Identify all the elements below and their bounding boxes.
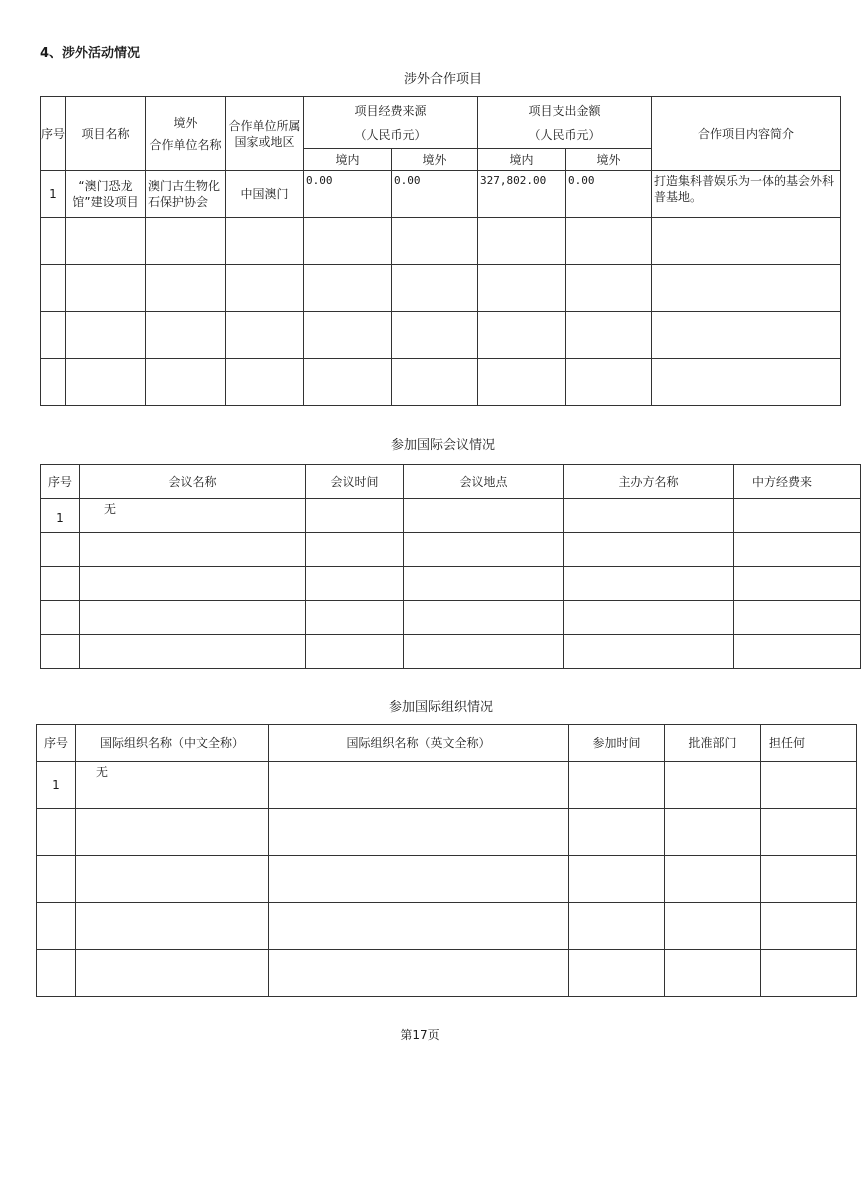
table-cell [304, 218, 392, 265]
table-cell [226, 265, 304, 312]
table-cell [404, 567, 564, 601]
table-cell [80, 567, 306, 601]
table-cell [566, 359, 652, 406]
header-fund-domestic: 境内 [304, 149, 392, 171]
header-seq: 序号 [41, 97, 66, 171]
table-cell [76, 856, 269, 903]
table-cell [146, 359, 226, 406]
table-cell [306, 533, 404, 567]
table-cell [41, 601, 80, 635]
section-title: 4、涉外活动情况 [40, 46, 141, 61]
header-seq: 序号 [37, 725, 76, 762]
row-fund-domestic: 0.00 [304, 171, 392, 218]
table-cell [37, 809, 76, 856]
table-cell [569, 762, 665, 809]
table-cell [41, 218, 66, 265]
header-conference-time: 会议时间 [306, 465, 404, 499]
table-row [41, 499, 861, 533]
table-cell [478, 218, 566, 265]
header-fund-overseas: 境外 [392, 149, 478, 171]
table-cell [665, 762, 761, 809]
table-row [41, 635, 861, 669]
table-cell [404, 533, 564, 567]
table-cell [37, 950, 76, 997]
table-cell [146, 265, 226, 312]
table-cell [80, 635, 306, 669]
page-number: 第17页 [400, 1028, 440, 1042]
header-funding: 中方经费来 [734, 465, 861, 499]
table-cell [734, 499, 861, 533]
table-row [37, 856, 857, 903]
row-seq: 1 [37, 762, 76, 809]
row-expense-domestic: 327,802.00 [478, 171, 566, 218]
table-cell [665, 809, 761, 856]
table-cell [569, 950, 665, 997]
table-cell [80, 601, 306, 635]
header-funding-title: 项目经费来源 [354, 103, 427, 118]
table-row [37, 950, 857, 997]
row-seq: 1 [41, 171, 66, 218]
table-cell [665, 950, 761, 997]
header-expense-title: 项目支出金额 [528, 103, 601, 118]
table-cell [66, 359, 146, 406]
table-cell [404, 601, 564, 635]
table-cell [734, 533, 861, 567]
table-cell [564, 533, 734, 567]
table-cell [761, 809, 857, 856]
table-cell [761, 903, 857, 950]
table-cell [269, 903, 569, 950]
cooperation-table [40, 96, 841, 406]
table-cell [392, 218, 478, 265]
table-cell [66, 265, 146, 312]
table-cell [478, 265, 566, 312]
conferences-table-wrap [40, 464, 812, 676]
table-cell [761, 950, 857, 997]
header-conference-name: 会议名称 [80, 465, 306, 499]
header-position: 担任何 [761, 725, 857, 762]
table-cell [564, 567, 734, 601]
organizations-table [36, 724, 857, 997]
header-org-name-cn: 国际组织名称（中文全称） [76, 725, 269, 762]
header-host: 主办方名称 [564, 465, 734, 499]
table-cell [304, 312, 392, 359]
cooperation-table-wrap [40, 96, 835, 412]
table-cell [226, 312, 304, 359]
table-cell [478, 312, 566, 359]
table-cell [652, 312, 841, 359]
table-row [41, 218, 841, 265]
conferences-header-row [41, 465, 861, 499]
organizations-table-wrap [36, 724, 812, 998]
header-expense-domestic: 境内 [478, 149, 566, 171]
table-cell [652, 218, 841, 265]
table-cell [665, 903, 761, 950]
table-row [41, 265, 841, 312]
table-cell [652, 265, 841, 312]
table-cell [41, 359, 66, 406]
table-cell [564, 499, 734, 533]
table-row [37, 762, 857, 809]
table-row [41, 171, 841, 218]
table-row [41, 359, 841, 406]
table-cell [269, 856, 569, 903]
cooperation-header-row-1 [41, 97, 841, 149]
table-row [37, 809, 857, 856]
row-conference-name: 无 [80, 499, 306, 533]
header-seq: 序号 [41, 465, 80, 499]
table-cell [41, 312, 66, 359]
row-project-name: “澳门恐龙馆”建设项目 [66, 171, 146, 218]
header-org-name-en: 国际组织名称（英文全称） [269, 725, 569, 762]
table-cell [76, 903, 269, 950]
table-cell [226, 218, 304, 265]
table-cell [404, 499, 564, 533]
table-cell [392, 265, 478, 312]
header-funding-unit: （人民币元） [354, 127, 427, 142]
table-row [41, 312, 841, 359]
table-cell [761, 856, 857, 903]
table-cell [66, 218, 146, 265]
table-cell [306, 601, 404, 635]
table-cell [569, 903, 665, 950]
row-seq: 1 [41, 499, 80, 533]
header-partner-top: 境外 [173, 115, 198, 130]
header-expense [478, 97, 652, 149]
table-cell [76, 809, 269, 856]
table-cell [37, 856, 76, 903]
table-cell [269, 950, 569, 997]
table-row [41, 601, 861, 635]
table-row [41, 533, 861, 567]
table-cell [306, 499, 404, 533]
table-cell [304, 359, 392, 406]
header-project-name: 项目名称 [66, 97, 146, 171]
table-cell [734, 601, 861, 635]
table-cell [76, 950, 269, 997]
table-row [41, 567, 861, 601]
table-cell [41, 635, 80, 669]
table-cell [564, 635, 734, 669]
header-conference-place: 会议地点 [404, 465, 564, 499]
table-cell [478, 359, 566, 406]
table-cell [304, 265, 392, 312]
header-approver: 批准部门 [665, 725, 761, 762]
header-funding [304, 97, 478, 149]
table-cell [269, 762, 569, 809]
table-cell [306, 635, 404, 669]
conferences-table [40, 464, 861, 669]
table-cell [306, 567, 404, 601]
header-join-time: 参加时间 [569, 725, 665, 762]
header-expense-unit: （人民币元） [528, 127, 601, 142]
table-cell [566, 218, 652, 265]
row-summary: 打造集科普娱乐为一体的基会外科普基地。 [652, 171, 841, 218]
table-cell [734, 567, 861, 601]
cooperation-caption: 涉外合作项目 [403, 72, 483, 87]
header-partner-bottom: 合作单位名称 [149, 137, 222, 152]
conferences-caption: 参加国际会议情况 [390, 438, 496, 453]
table-cell [392, 312, 478, 359]
organizations-header-row [37, 725, 857, 762]
table-cell [80, 533, 306, 567]
row-partner: 澳门古生物化石保护协会 [146, 171, 226, 218]
table-cell [569, 809, 665, 856]
table-cell [761, 762, 857, 809]
table-cell [734, 635, 861, 669]
organizations-caption: 参加国际组织情况 [388, 700, 494, 715]
table-cell [41, 265, 66, 312]
table-cell [564, 601, 734, 635]
table-cell [226, 359, 304, 406]
table-cell [566, 265, 652, 312]
table-cell [652, 359, 841, 406]
header-region: 合作单位所属国家或地区 [226, 97, 304, 171]
table-cell [566, 312, 652, 359]
header-summary: 合作项目内容简介 [652, 97, 841, 171]
header-expense-overseas: 境外 [566, 149, 652, 171]
row-fund-overseas: 0.00 [392, 171, 478, 218]
table-cell [569, 856, 665, 903]
table-cell [41, 567, 80, 601]
table-cell [392, 359, 478, 406]
table-cell [404, 635, 564, 669]
table-cell [665, 856, 761, 903]
row-region: 中国澳门 [226, 171, 304, 218]
table-cell [37, 903, 76, 950]
table-cell [66, 312, 146, 359]
header-partner [146, 97, 226, 171]
table-cell [41, 533, 80, 567]
table-cell [146, 218, 226, 265]
table-cell [146, 312, 226, 359]
row-org-name-cn: 无 [76, 762, 269, 809]
table-cell [269, 809, 569, 856]
row-expense-overseas: 0.00 [566, 171, 652, 218]
table-row [37, 903, 857, 950]
